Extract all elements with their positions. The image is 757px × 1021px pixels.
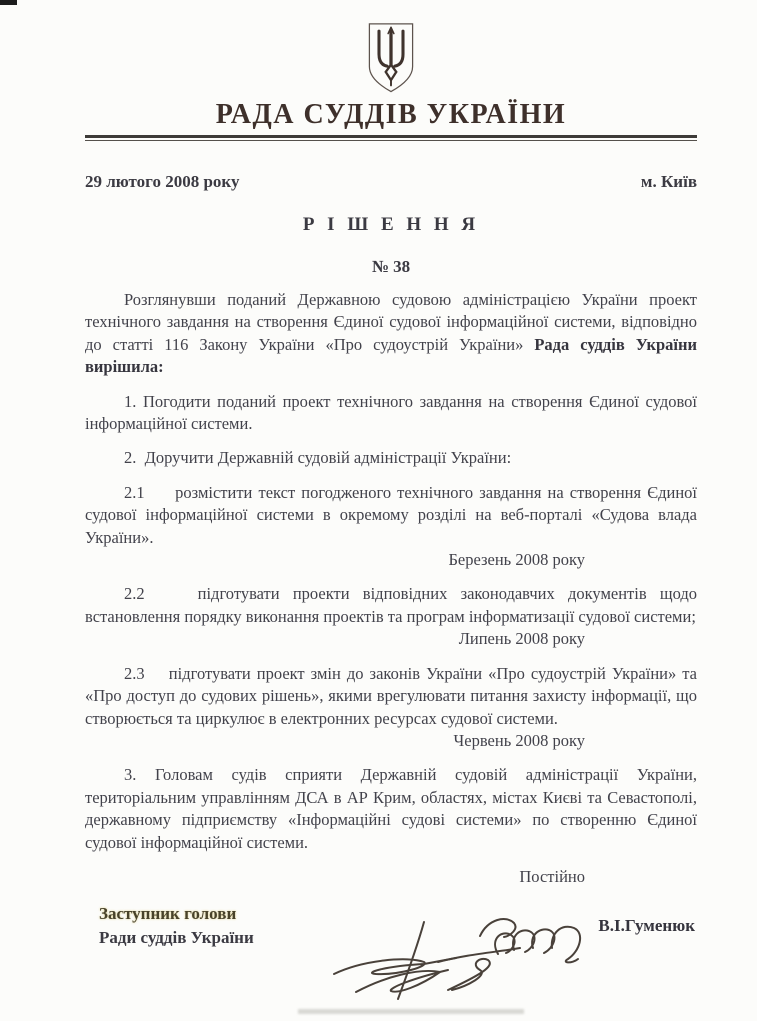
decision-item-2-3 xyxy=(85,663,697,753)
scan-artifact-corner xyxy=(0,0,17,5)
decision-item-2-1-text: 2.1 розмістити текст погодженого технічного завдання на створення Єдиної судової інформаційної системи в окремому розділі на веб-порталі «Судова влада України». xyxy=(85,482,697,547)
deadline-item-2-2: Липень 2008 року xyxy=(458,629,585,649)
header-divider-rule xyxy=(85,135,697,141)
document-content xyxy=(0,22,757,950)
deadline-item-2-3: Червень 2008 року xyxy=(453,730,585,750)
document-number: № 38 xyxy=(371,257,411,276)
handwritten-signature xyxy=(328,906,600,1002)
ukraine-trident-emblem-icon xyxy=(367,22,415,94)
document-date: 29 лютого 2008 року xyxy=(85,172,240,191)
signatory-name: В.І.Гуменюк xyxy=(598,916,695,936)
document-type-heading: Р І Ш Е Н Н Я xyxy=(302,214,480,235)
document-place: м. Київ xyxy=(640,172,697,191)
decision-item-2 xyxy=(85,447,697,469)
decision-item-2-2 xyxy=(85,583,697,650)
decision-item-2-2-text: 2.2 підготувати проекти відповідних законодавчих документів щодо встановлення порядку виконання проектів та програм інформатизації судової системи; xyxy=(85,584,697,626)
organization-name: РАДА СУДДІВ УКРАЇНИ xyxy=(215,99,567,130)
signatory-position-line2: Ради суддів України xyxy=(99,928,254,948)
decision-item-2-text: 2. Доручити Державній судовій адміністрації України: xyxy=(124,448,512,468)
signatory-position xyxy=(99,902,254,950)
deadline-item-3: Постійно xyxy=(519,866,585,886)
decision-item-3-text: 3. Головам судів сприяти Державній судовій адміністрації України, територіальним управлінням ДСА в АР Крим, областях, містах Києві та Севастополі, державному підприємству «Інформаційні судові системи» по створенню Єдиної судової інформаційної системи. xyxy=(85,765,697,852)
preamble-text: Розглянувши поданий Державною судовою адміністрацією України проект технічного завдання на створення Єдиної судової інформаційної системи, відповідно до статті 116 Закону України «Про судоустрій України» xyxy=(85,290,697,354)
decision-item-2-3-text: 2.3 підготувати проект змін до законів України «Про судоустрій України» та «Про доступ до судових рішень», якими врегулювати питання захисту інформації, що створюється та циркулює в електронних ресурсах судової системи. xyxy=(85,663,697,728)
deadline-item-2-1: Березень 2008 року xyxy=(448,550,585,570)
decision-item-3 xyxy=(85,764,697,888)
decision-item-1-text: 1. Погодити поданий проект технічного завдання на створення Єдиної судової інформаційної системи. xyxy=(85,391,697,434)
scan-artifact-smudge xyxy=(298,1009,524,1014)
document-body xyxy=(85,289,697,888)
decision-item-2-1 xyxy=(85,482,697,572)
decision-item-1 xyxy=(85,391,697,436)
signatory-position-line1: Заступник голови xyxy=(99,904,237,924)
preamble-paragraph xyxy=(85,289,697,379)
dateline xyxy=(85,172,697,192)
preamble-resolution-phrase: Рада суддів України вирішила: xyxy=(85,334,697,377)
